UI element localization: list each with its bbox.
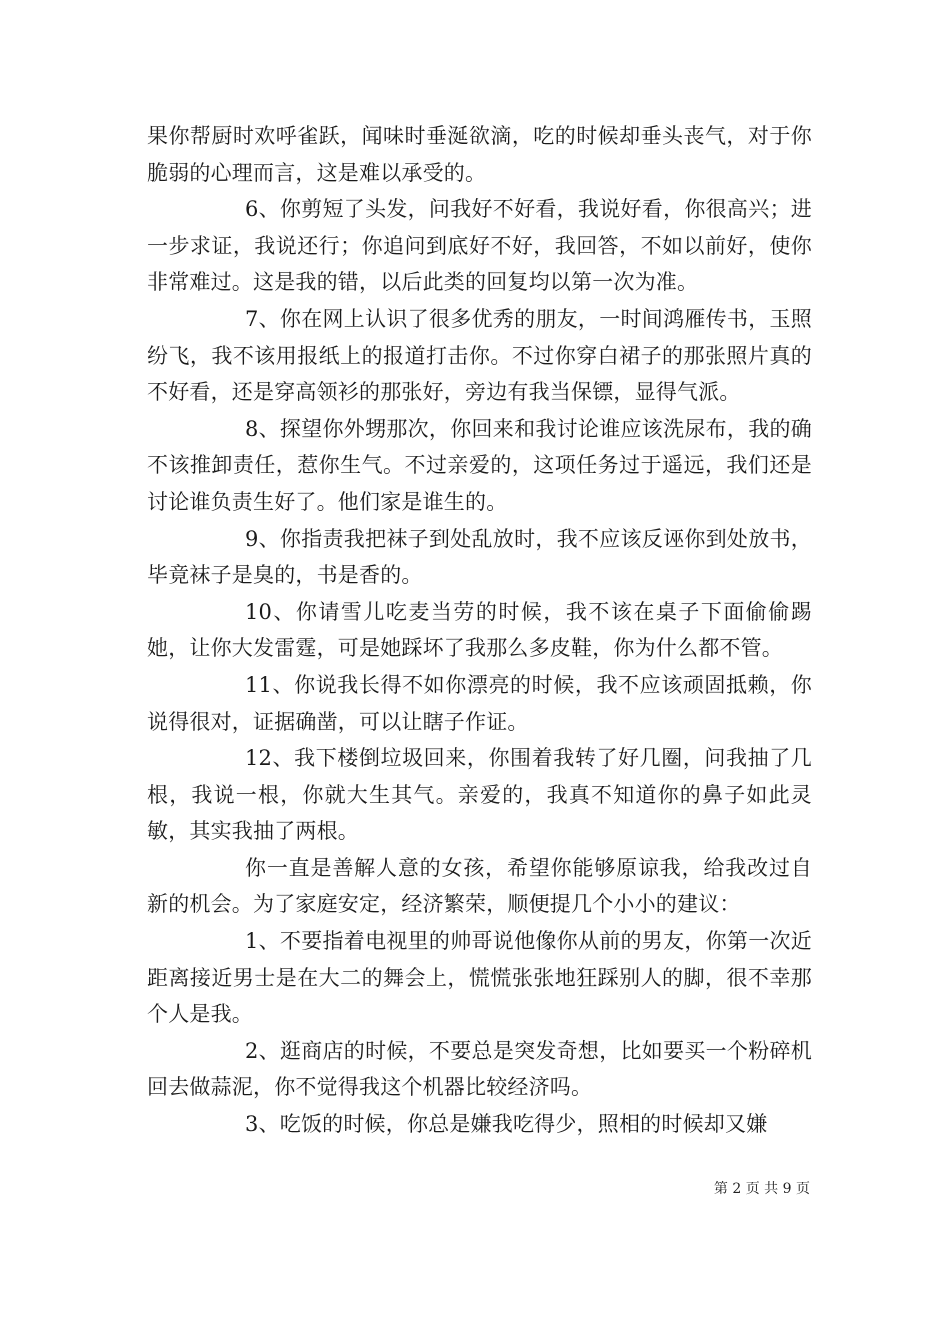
paragraph-suggestion-1: 1、不要指着电视里的帅哥说他像你从前的男友，你第一次近距离接近男士是在大二的舞会上，慌慌张张地狂踩别人的脚，很不幸那个人是我。 (147, 929, 812, 1027)
document-body (147, 118, 812, 1143)
paragraph-continuation: 果你帮厨时欢呼雀跃，闻味时垂涎欲滴，吃的时候却垂头丧气，对于你脆弱的心理而言，这是难以承受的。 (147, 124, 812, 185)
page-number-footer: 第 2 页 共 9 页 (713, 1181, 810, 1197)
paragraph-item-6: 6、你剪短了头发，问我好不好看，我说好看，你很高兴；进一步求证，我说还行；你追问到底好不好，我回答，不如以前好，使你非常难过。这是我的错，以后此类的回复均以第一次为准。 (147, 197, 812, 295)
paragraph-transition: 你一直是善解人意的女孩，希望你能够原谅我，给我改过自新的机会。为了家庭安定，经济繁荣，顺便提几个小小的建议： (147, 855, 812, 917)
paragraph-item-9: 9、你指责我把袜子到处乱放时，我不应该反诬你到处放书，毕竟袜子是臭的，书是香的。 (147, 526, 812, 588)
paragraph-item-7: 7、你在网上认识了很多优秀的朋友，一时间鸿雁传书，玉照纷飞，我不该用报纸上的报道打击你。不过你穿白裙子的那张照片真的不好看，还是穿高领衫的那张好，旁边有我当保镖，显得气派。 (147, 306, 812, 405)
paragraph-item-8: 8、探望你外甥那次，你回来和我讨论谁应该洗尿布，我的确不该推卸责任，惹你生气。不过亲爱的，这项任务过于遥远，我们还是讨论谁负责生好了。他们家是谁生的。 (147, 416, 812, 514)
paragraph-suggestion-3: 3、吃饭的时候，你总是嫌我吃得少，照相的时候却又嫌 (245, 1112, 768, 1137)
paragraph-item-11: 11、你说我长得不如你漂亮的时候，我不应该顽固抵赖，你说得很对，证据确凿，可以让瞎子作证。 (147, 672, 812, 734)
paragraph-item-10: 10、你请雪儿吃麦当劳的时候，我不该在桌子下面偷偷踢她，让你大发雷霆，可是她踩坏了我那么多皮鞋，你为什么都不管。 (147, 599, 812, 661)
paragraph-suggestion-2: 2、逛商店的时候，不要总是突发奇想，比如要买一个粉碎机回去做蒜泥，你不觉得我这个机器比较经济吗。 (147, 1038, 812, 1100)
paragraph-item-12: 12、我下楼倒垃圾回来，你围着我转了好几圈，问我抽了几根，我说一根，你就大生其气。亲爱的，我真不知道你的鼻子如此灵敏，其实我抽了两根。 (147, 746, 812, 844)
